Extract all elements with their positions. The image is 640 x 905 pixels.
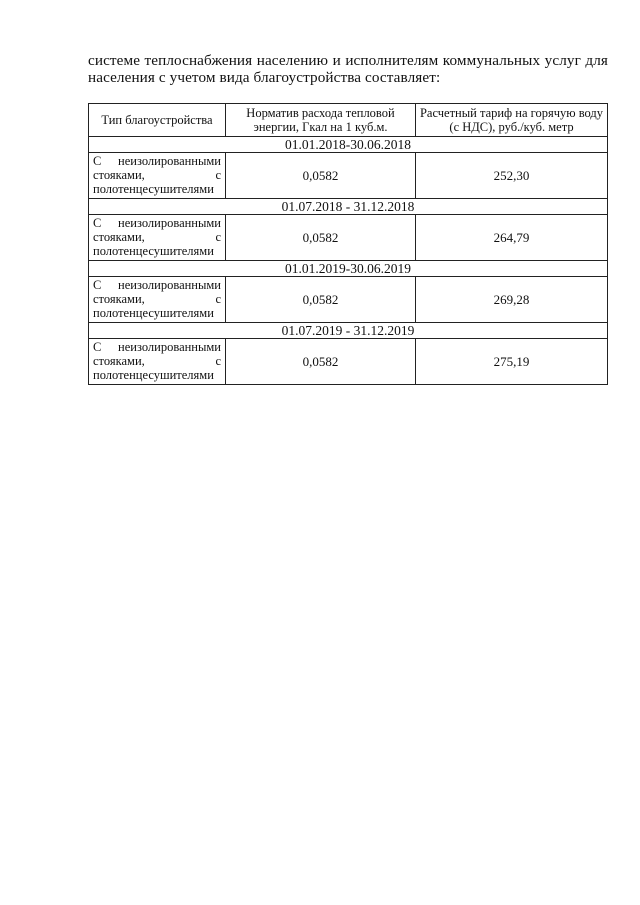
table-row (89, 153, 608, 199)
type-line-1: С неизолированными (93, 278, 221, 292)
tariff-cell: 252,30 (416, 153, 608, 199)
tariff-cell: 269,28 (416, 277, 608, 323)
type-line-2: стояками, с (93, 354, 221, 368)
type-cell (89, 339, 226, 385)
type-line-3: полотенцесушителями (93, 182, 214, 196)
type-line-3: полотенцесушителями (93, 368, 214, 382)
intro-paragraph (88, 52, 608, 86)
table-row (89, 339, 608, 385)
period-row (89, 261, 608, 277)
period-label: 01.01.2019-30.06.2019 (89, 261, 608, 277)
table-header-row (89, 104, 608, 137)
period-label: 01.01.2018-30.06.2018 (89, 137, 608, 153)
period-row (89, 199, 608, 215)
tariff-table (88, 103, 608, 385)
norm-cell: 0,0582 (226, 277, 416, 323)
intro-line-2: населения с учетом вида благоустройства составляет: (88, 69, 441, 86)
type-line-2: стояками, с (93, 292, 221, 306)
type-cell (89, 277, 226, 323)
header-tariff: Расчетный тариф на горячую воду (с НДС), руб./куб. метр (416, 104, 608, 137)
table-row (89, 215, 608, 261)
header-norm: Норматив расхода тепловой энергии, Гкал на 1 куб.м. (226, 104, 416, 137)
period-label: 01.07.2019 - 31.12.2019 (89, 323, 608, 339)
type-line-3: полотенцесушителями (93, 306, 214, 320)
period-row (89, 137, 608, 153)
tariff-cell: 264,79 (416, 215, 608, 261)
norm-cell: 0,0582 (226, 153, 416, 199)
period-row (89, 323, 608, 339)
type-cell (89, 153, 226, 199)
norm-cell: 0,0582 (226, 215, 416, 261)
type-line-2: стояками, с (93, 230, 221, 244)
type-line-1: С неизолированными (93, 340, 221, 354)
norm-cell: 0,0582 (226, 339, 416, 385)
header-type: Тип благоустройства (89, 104, 226, 137)
type-line-2: стояками, с (93, 168, 221, 182)
type-cell (89, 215, 226, 261)
type-line-1: С неизолированными (93, 154, 221, 168)
type-line-3: полотенцесушителями (93, 244, 214, 258)
table-row (89, 277, 608, 323)
period-label: 01.07.2018 - 31.12.2018 (89, 199, 608, 215)
intro-line-1: системе теплоснабжения населению и исполнителям коммунальных услуг для (88, 52, 608, 69)
type-line-1: С неизолированными (93, 216, 221, 230)
tariff-cell: 275,19 (416, 339, 608, 385)
